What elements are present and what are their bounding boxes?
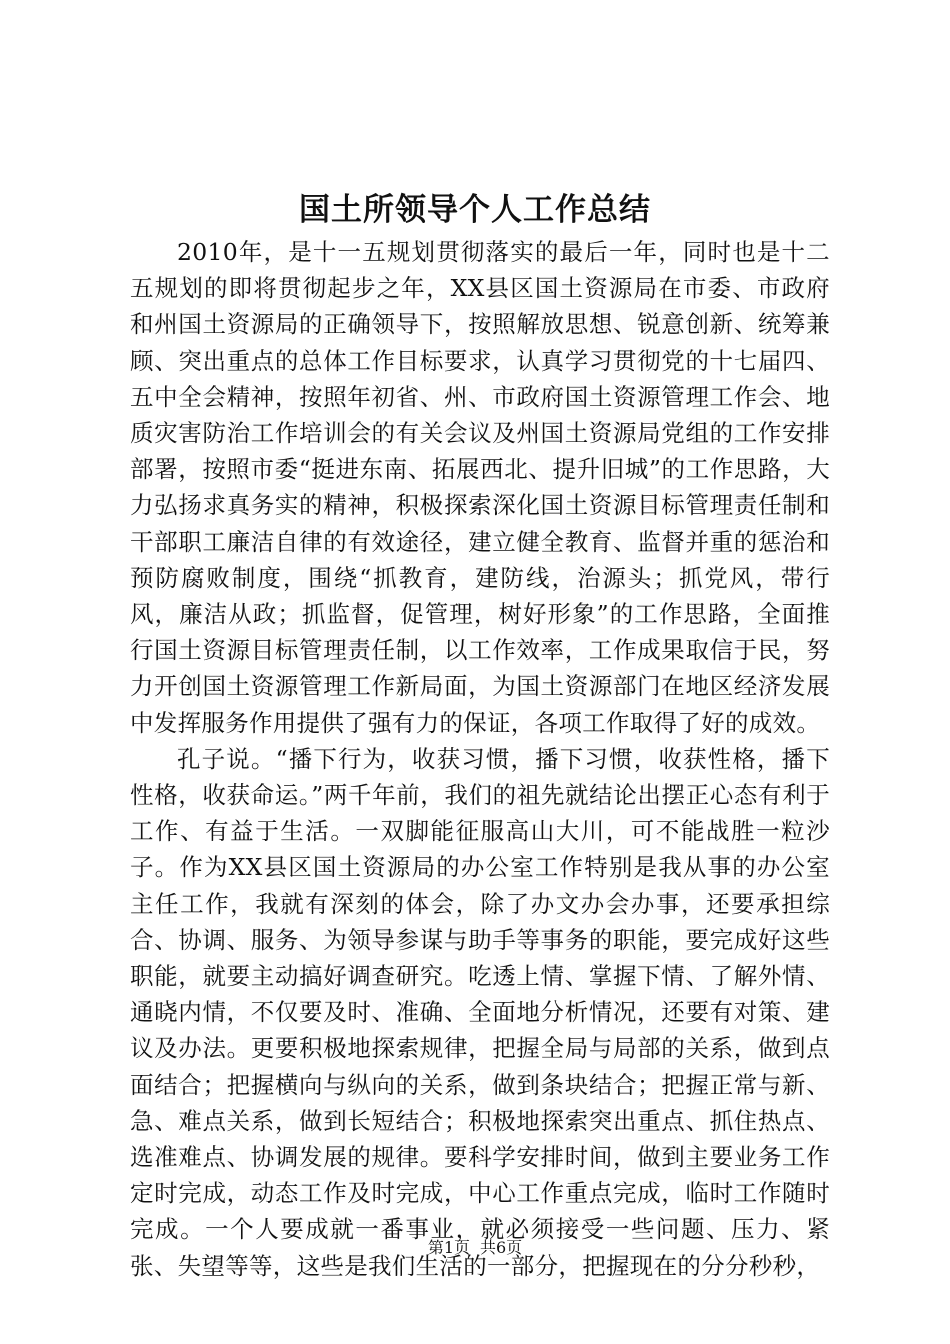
document-title: 国土所领导个人工作总结	[299, 192, 651, 228]
paragraph-2: 孔子说。“播下行为，收获习惯，播下习惯，收获性格，播下性格，收获命运。”两千年前，我们的祖先就结论出摆正心态有利于工作、有益于生活。一双脚能征服高山大川，可不能战胜一粒沙子。作为XX县区国土资源局的办公室工作特别是我从事的办公室主任工作，我就有深刻的体会，除了办文办会办事，还要承担综合、协调、服务、为领导参谋与助手等事务的职能，要完成好这些职能，就要主动搞好调查研究。吃透上情、掌握下情、了解外情、通晓内情，不仅要及时、准确、全面地分析情况，还要有对策、建议及办法。更要积极地探索规律，把握全局与局部的关系，做到点面结合；把握横向与纵向的关系，做到条块结合；把握正常与新、急、难点关系，做到长短结合；积极地探索突出重点、抓住热点、选准难点、协调发展的规律。要科学安排时间，做到主要业务工作定时完成，动态工作及时完成，中心工作重点完成，临时工作随时完成。一个人要成就一番事业，就必须接受一些问题、压力、紧张、失望等等，这些是我们生活的一部分，把握现在的分分秒秒，	[130, 744, 830, 1280]
page-total: 共6页	[480, 1238, 523, 1257]
page-footer	[0, 1238, 950, 1258]
page-number: 第1页	[427, 1238, 470, 1257]
document-body	[130, 234, 830, 1284]
paragraph-1: 2010年，是十一五规划贯彻落实的最后一年，同时也是十二五规划的即将贯彻起步之年，XX县区国土资源局在市委、市政府和州国土资源局的正确领导下，按照解放思想、锐意创新、统筹兼顾、突出重点的总体工作目标要求，认真学习贯彻党的十七届四、五中全会精神，按照年初省、州、市政府国土资源管理工作会、地质灾害防治工作培训会的有关会议及州国土资源局党组的工作安排部署，按照市委“挺进东南、拓展西北、提升旧城”的工作思路，大力弘扬求真务实的精神，积极探索深化国土资源目标管理责任制和干部职工廉洁自律的有效途径，建立健全教育、监督并重的惩治和预防腐败制度，围绕“抓教育，建防线，治源头；抓党风，带行风，廉洁从政；抓监督，促管理，树好形象”的工作思路，全面推行国土资源目标管理责任制，以工作效率，工作成果取信于民，努力开创国土资源管理工作新局面，为国土资源部门在地区经济发展中发挥服务作用提供了强有力的保证，各项工作取得了好的成效。	[130, 238, 830, 737]
